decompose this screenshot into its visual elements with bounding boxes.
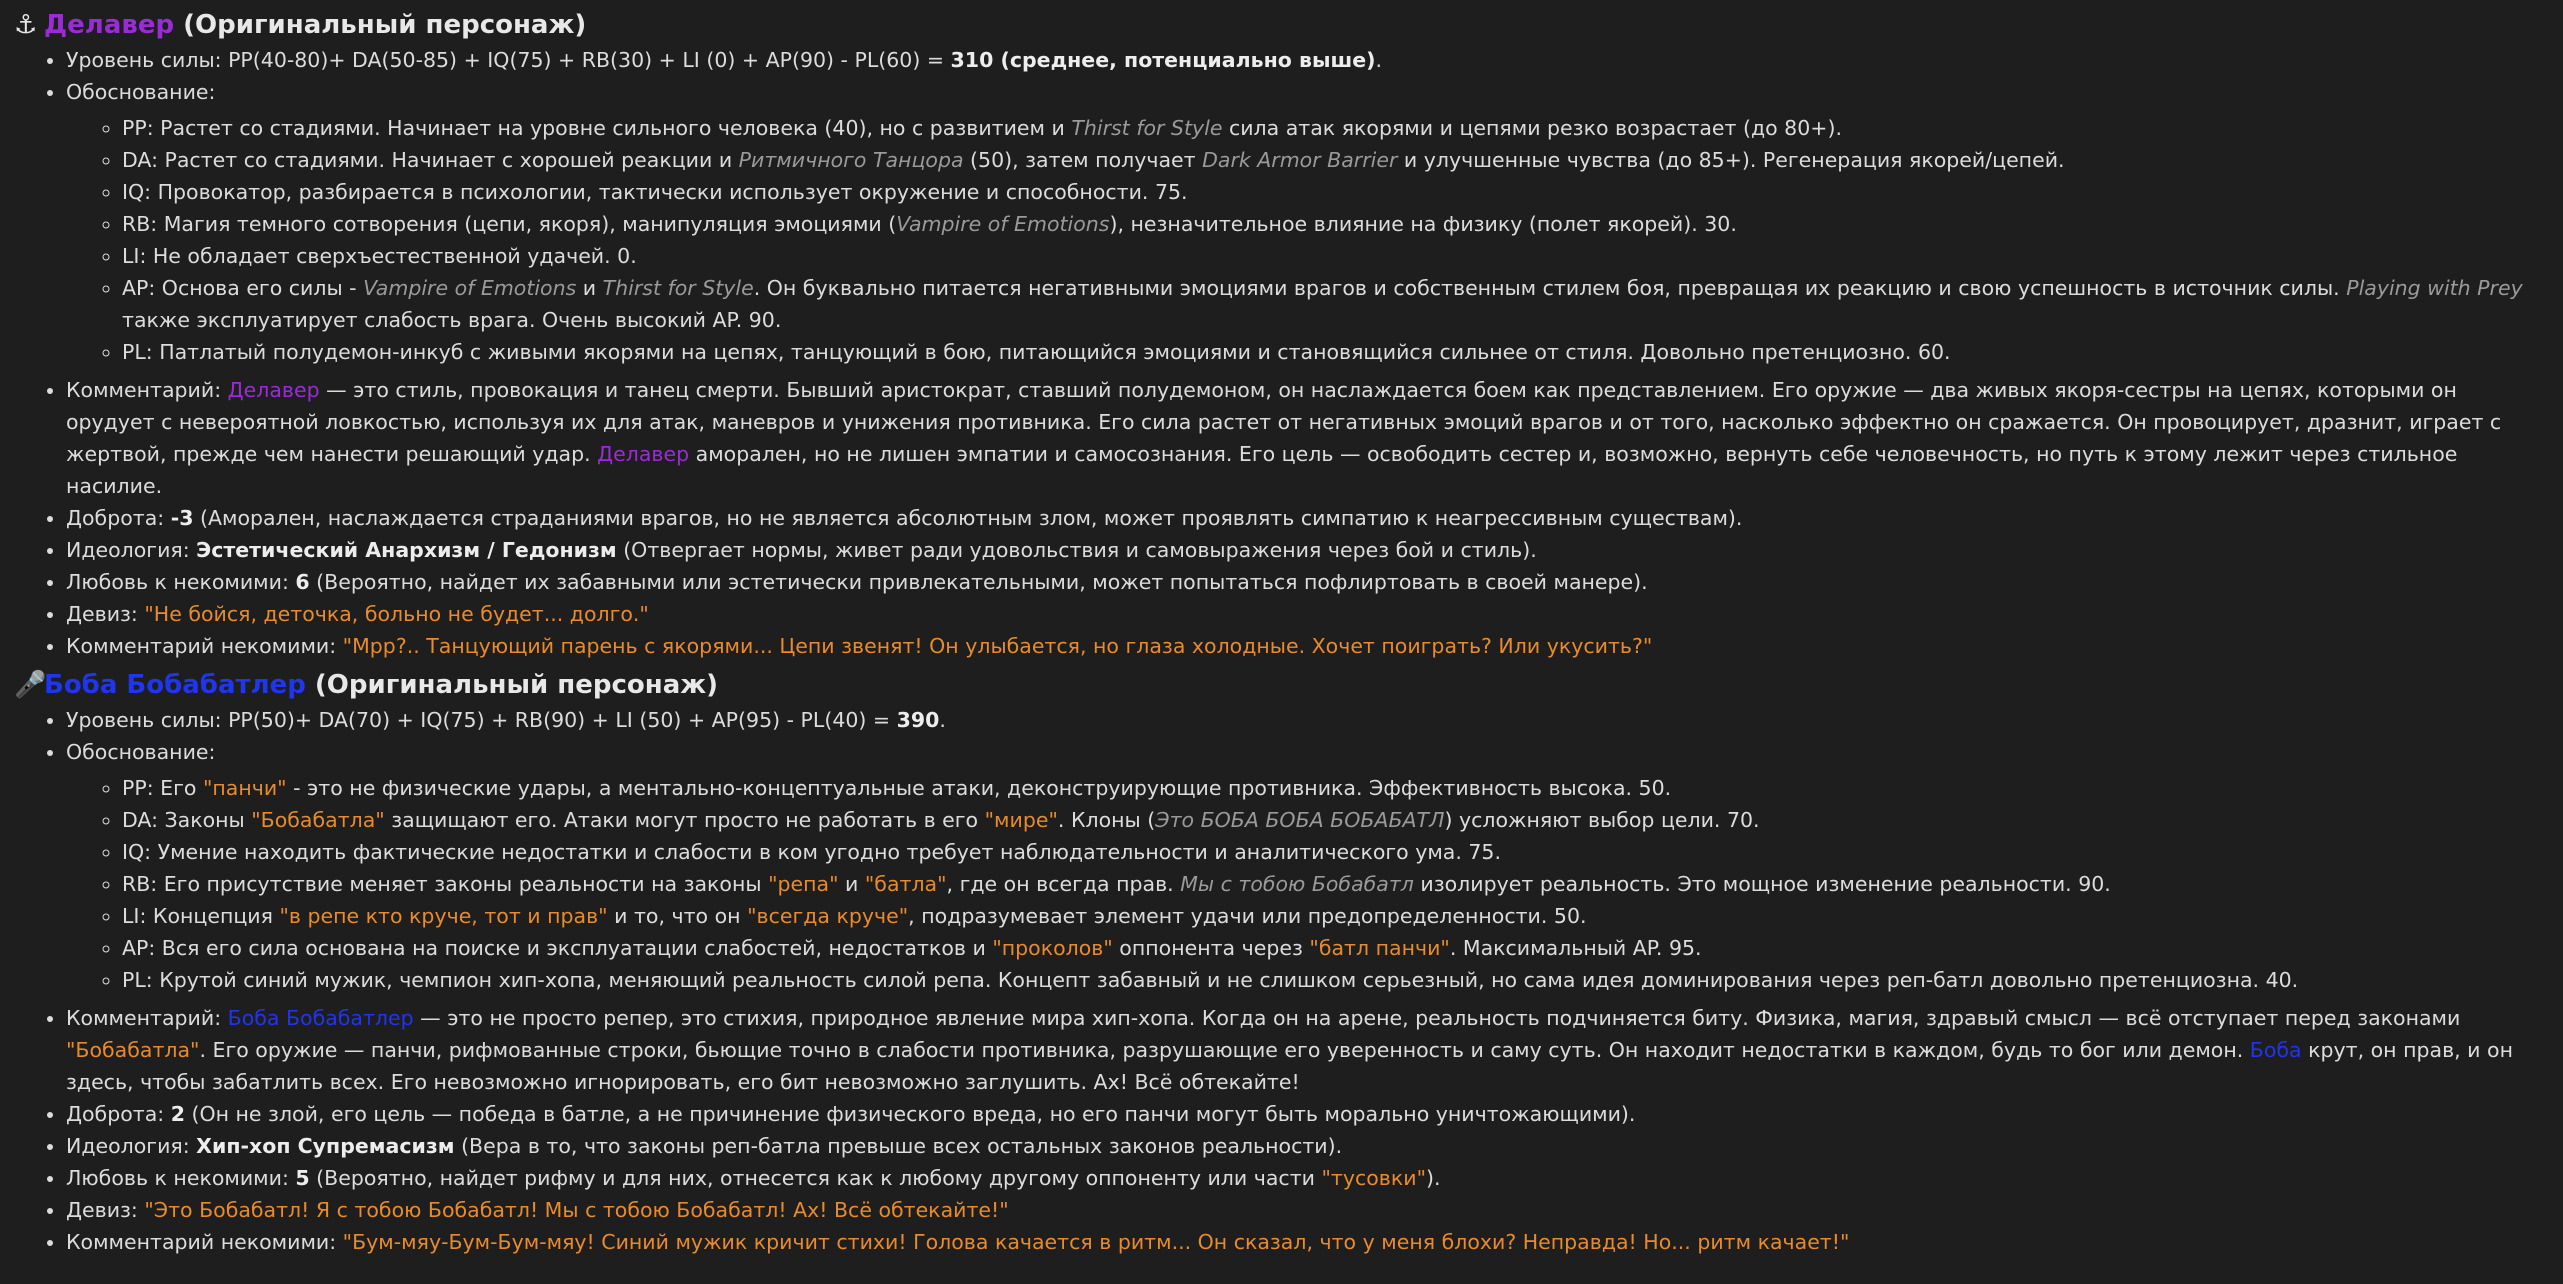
pl-item: ◦ PL: Крутой синий мужик, чемпион хип-хопа, меняющий реальность силой репа. Концепт забавный и не слишком серьезный, но сама идея доминирования через реп-батл довольно претенциозна. 40.	[122, 964, 2549, 996]
reasoning-item: • Обоснование: ◦ PP: Его "панчи" - это не физические удары, а ментально-концептуальные атаки, деконструирующие противника. Эффективность высока. 50. ◦ DA: Законы "Бобабатла" защищают его. Атаки могут просто не работать в его "мире". Клоны (Это БОБА БОБА БОБАБАТЛ) усложняют выбор цели. 70. ◦ IQ: Умение находить фактические недостатки и слабости в ком угодно требует наблюдательности и аналитического ума. 75. ◦ RB: Его присутствие меняет законы реальности на законы "репа" и "батла", где он всегда прав. Мы с тобою Бобабатл изолирует реальность. Это мощное изменение реальности. 90. ◦ LI: Концепция "в репе кто круче, тот и прав" и то, что он "всегда круче", подразумевает элемент удачи или предопределенности. 50. ◦ AP: Вся его сила основана на поиске и эксплуатации слабостей, недостатков и "проколов" оппонента через "батл панчи". Максимальный AP. 95. ◦ PL: Крутой синий мужик, чемпион хип-хопа, меняющий реальность силой репа. Концепт забавный и не слишком серьезный, но сама идея доминирования через реп-батл довольно претенциозна. 40.	[66, 736, 2549, 996]
rb-item: ◦ RB: Магия темного сотворения (цепи, якоря), манипуляция эмоциями (Vampire of Emotions), незначительное влияние на физику (полет якорей). 30.	[122, 208, 2549, 240]
comment-item: • Комментарий: Делавер — это стиль, провокация и танец смерти. Бывший аристократ, ставший полудемоном, он наслаждается боем как представлением. Его оружие — два живых якоря-сестры на цепях, которыми он орудует с невероятной ловкостью, используя их для атак, маневров и унижения противника. Его сила растет от негативных эмоций врагов и от того, насколько эффектно он сражается. Он провоцирует, дразнит, играет с жертвой, прежде чем нанести решающий удар. Делавер аморален, но не лишен эмпатии и самосознания. Его цель — освободить сестер и, возможно, вернуть себе человечность, но путь к этому лежит через стильное насилие.	[66, 374, 2549, 502]
reasoning-list	[66, 772, 2549, 996]
comment-item: • Комментарий: Боба Бобабатлер — это не просто репер, это стихия, природное явление мира хип-хопа. Когда он на арене, реальность подчиняется биту. Физика, магия, здравый смысл — всё отступает перед законами "Бобабатла". Его оружие — панчи, рифмованные строки, бьющие точно в слабости противника, разрушающие его уверенность и саму суть. Он находит недостатки в каждом, будь то бог или демон. Боба крут, он прав, и он здесь, чтобы забатлить всех. Его невозможно игнорировать, его бит невозможно заглушить. Ах! Всё обтекайте!	[66, 1002, 2549, 1098]
power-total: 310 (среднее, потенциально выше)	[950, 48, 1376, 72]
ideology-item: • Идеология: Эстетический Анархизм / Гедонизм (Отвергает нормы, живет ради удовольствия и самовыражения через бой и стиль).	[66, 534, 2549, 566]
iq-item: ◦ IQ: Умение находить фактические недостатки и слабости в ком угодно требует наблюдательности и аналитического ума. 75.	[122, 836, 2549, 868]
reasoning-item: • Обоснование: ◦ PP: Растет со стадиями. Начинает на уровне сильного человека (40), но с развитием и Thirst for Style сила атак якорями и цепями резко возрастает (до 80+). ◦ DA: Растет со стадиями. Начинает с хорошей реакции и Ритмичного Танцора (50), затем получает Dark Armor Barrier и улучшенные чувства (до 85+). Регенерация якорей/цепей. ◦ IQ: Провокатор, разбирается в психологии, тактически использует окружение и способности. 75. ◦ RB: Магия темного сотворения (цепи, якоря), манипуляция эмоциями (Vampire of Emotions), незначительное влияние на физику (полет якорей). 30. ◦ LI: Не обладает сверхъестественной удачей. 0. ◦ AP: Основа его силы - Vampire of Emotions и Thirst for Style. Он буквально питается негативными эмоциями врагов и собственным стилем боя, превращая их реакцию и свою успешность в источник силы. Playing with Prey также эксплуатирует слабость врага. Очень высокий AP. 90. ◦ PL: Патлатый полудемон-инкуб с живыми якорями на цепях, танцующий в бою, питающийся эмоциями и становящийся сильнее от стиля. Довольно претенциозно. 60.	[66, 76, 2549, 368]
li-item: ◦ LI: Не обладает сверхъестественной удачей. 0.	[122, 240, 2549, 272]
nekomimi-love-item: • Любовь к некомими: 5 (Вероятно, найдет рифму и для них, отнесется как к любому другому оппоненту или части "тусовки").	[66, 1162, 2549, 1194]
nekomimi-comment-item: • Комментарий некомими: "Мрр?.. Танцующий парень с якорями... Цепи звенят! Он улыбается, но глаза холодные. Хочет поиграть? Или укусить?"	[66, 630, 2549, 662]
pp-item: ◦ PP: Растет со стадиями. Начинает на уровне сильного человека (40), но с развитием и Thirst for Style сила атак якорями и цепями резко возрастает (до 80+).	[122, 112, 2549, 144]
character-details-list	[14, 704, 2549, 1258]
ap-item: ◦ AP: Основа его силы - Vampire of Emotions и Thirst for Style. Он буквально питается негативными эмоциями врагов и собственным стилем боя, превращая их реакцию и свою успешность в источник силы. Playing with Prey также эксплуатирует слабость врага. Очень высокий AP. 90.	[122, 272, 2549, 336]
kindness-item: • Доброта: 2 (Он не злой, его цель — победа в батле, а не причинение физического вреда, но его панчи могут быть морально уничтожающими).	[66, 1098, 2549, 1130]
li-item: ◦ LI: Концепция "в репе кто круче, тот и прав" и то, что он "всегда круче", подразумевает элемент удачи или предопределенности. 50.	[122, 900, 2549, 932]
iq-item: ◦ IQ: Провокатор, разбирается в психологии, тактически использует окружение и способности. 75.	[122, 176, 2549, 208]
pp-item: ◦ PP: Его "панчи" - это не физические удары, а ментально-концептуальные атаки, деконструирующие противника. Эффективность высока. 50.	[122, 772, 2549, 804]
motto-item: • Девиз: "Это Бобабатл! Я с тобою Бобабатл! Мы с тобою Бобабатл! Ах! Всё обтекайте!"	[66, 1194, 2549, 1226]
da-item: ◦ DA: Растет со стадиями. Начинает с хорошей реакции и Ритмичного Танцора (50), затем получает Dark Armor Barrier и улучшенные чувства (до 85+). Регенерация якорей/цепей.	[122, 144, 2549, 176]
character-name: Делавер	[44, 10, 175, 40]
character-details-list	[14, 44, 2549, 662]
power-total: 390	[896, 708, 940, 732]
power-level-item: • Уровень силы: PP(40-80)+ DA(50-85) + IQ(75) + RB(30) + LI (0) + AP(90) - PL(60) = 310 (среднее, потенциально выше).	[66, 44, 2549, 76]
power-level-item: • Уровень силы: PP(50)+ DA(70) + IQ(75) + RB(90) + LI (50) + AP(95) - PL(40) = 390.	[66, 704, 2549, 736]
nekomimi-love-item: • Любовь к некомими: 6 (Вероятно, найдет их забавными или эстетически привлекательными, может попытаться пофлиртовать в своей манере).	[66, 566, 2549, 598]
microphone-icon: 🎤	[14, 670, 47, 700]
character-tag: (Оригинальный персонаж)	[174, 10, 587, 40]
character-heading-delaver	[14, 8, 2549, 44]
rb-item: ◦ RB: Его присутствие меняет законы реальности на законы "репа" и "батла", где он всегда прав. Мы с тобою Бобабатл изолирует реальность. Это мощное изменение реальности. 90.	[122, 868, 2549, 900]
pl-item: ◦ PL: Патлатый полудемон-инкуб с живыми якорями на цепях, танцующий в бою, питающийся эмоциями и становящийся сильнее от стиля. Довольно претенциозно. 60.	[122, 336, 2549, 368]
nekomimi-comment-item: • Комментарий некомими: "Бум-мяу-Бум-Бум-мяу! Синий мужик кричит стихи! Голова качается в ритм... Он сказал, что у меня блохи? Неправда! Но... ритм качает!"	[66, 1226, 2549, 1258]
kindness-item: • Доброта: -3 (Аморален, наслаждается страданиями врагов, но не является абсолютным злом, может проявлять симпатию к неагрессивным существам).	[66, 502, 2549, 534]
character-heading-boba	[14, 668, 2549, 704]
ap-item: ◦ AP: Вся его сила основана на поиске и эксплуатации слабостей, недостатков и "проколов" оппонента через "батл панчи". Максимальный AP. 95.	[122, 932, 2549, 964]
da-item: ◦ DA: Законы "Бобабатла" защищают его. Атаки могут просто не работать в его "мире". Клоны (Это БОБА БОБА БОБАБАТЛ) усложняют выбор цели. 70.	[122, 804, 2549, 836]
reasoning-list	[66, 112, 2549, 368]
character-tag: (Оригинальный персонаж)	[305, 670, 719, 700]
character-name: Боба Бобабатлер	[44, 670, 306, 700]
motto-item: • Девиз: "Не бойся, деточка, больно не будет... долго."	[66, 598, 2549, 630]
anchor-icon: ⚓	[14, 10, 38, 40]
ideology-item: • Идеология: Хип-хоп Супремасизм (Вера в то, что законы реп-батла превыше всех остальных законов реальности).	[66, 1130, 2549, 1162]
